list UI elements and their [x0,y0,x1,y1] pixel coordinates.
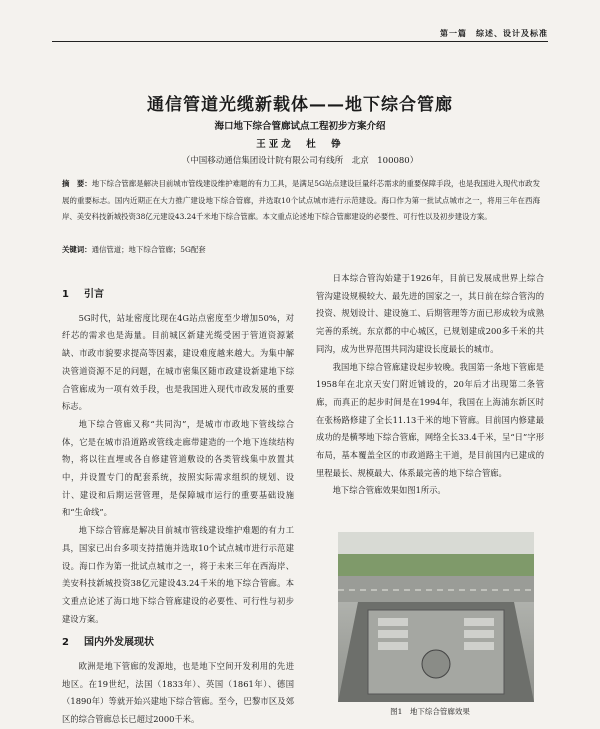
abstract-label: 摘 要： [62,179,92,188]
paper-title: 通信管道光缆新载体——地下综合管廊 [147,95,453,115]
paper-subtitle: 海口地下综合管廊试点工程初步方案介绍 [214,121,386,132]
section-title: 引言 [84,289,104,300]
paragraph: 欧洲是地下管廊的发源地，也是地下空间开发利用的先进地区。在19世纪，法国（1833年）、英国（1861年）、德国（1890年）等就开始兴建地下综合管廊。至今，巴黎市区及郊区的综合管廊总长已超过2000千米。 [62,661,294,725]
section-title: 国内外发展现状 [84,637,154,649]
paragraph: 日本综合管沟始建于1926年，目前已发展成世界上综合管沟建设规模较大、最先进的国家之一，其日前在综合管沟的投资、规划设计、建设施工、后期管理等方面已形成较为成熟完善的系统。东京都的中心城区，已规划建成200多千米的共同沟，成为世界范围共同沟建设长度最长的城市。 [316,273,544,354]
pipe [378,618,408,626]
paragraph: 地下综合管廊效果如图1所示。 [332,485,446,496]
paragraph: 我国地下综合管廊建设起步较晚。我国第一条地下管廊是1958年在北京天安门附近铺设的，20年后才出现第二条管廊，而真正的起步时间是在1994年，我国在上海浦东新区时在张杨路修建了全长11.13千米的地下管廊。目前国内修建最成功的是横琴地下综合管廊，网络全长33.4千米，呈“日”字形布局，基本覆盖全区的市政道路主干道，是目前国内已建成的里程最长、规模最大、体系最完善的地下综合管廊。 [316,361,544,478]
road-surface [338,576,534,602]
abstract [62,176,540,226]
abstract-text: 地下综合管廊是解决目前城市管线建设维护难题的有力工具，是满足5G站点建设巨量纤芯需求的重要保障手段，也是我国进入现代市政发展的重要标志。国内近期正在大力推广建设地下综合管廊，并选取10个试点城市进行示范建设。海口作为第一批试点城市之一，将用三年在西海岸、美安科技新城投资38亿元建设43.24千米地下综合管廊。本文重点论述地下综合管廊建设的必要性、可行性以及初步建设方案。 [62,179,540,221]
figure-caption: 图1 地下综合管廊效果 [390,707,470,716]
pipe [464,618,494,626]
pipe [378,642,408,650]
trees [338,554,534,576]
running-head: 第一篇 综述、设计及标准 [440,29,548,38]
main-conduit [422,650,450,678]
tunnel-illustration [338,532,534,702]
figure-utility-tunnel-render [338,532,534,702]
keywords [62,243,540,257]
section-number: 2 [62,637,69,649]
pipe [464,630,494,638]
keywords-label: 关键词： [62,245,92,254]
paragraph: 地下综合管廊又称“共同沟”，是城市市政地下管线综合体，它是在城市沿道路或管线走廊带建造的一个地下连续结构物，将以往直埋或各自修建管道敷设的各类管线集中放置其中，并设置专门的配套系统，按照实际需求组织的规划、设计、建设和后期运营管理，是保障城市运行的重要基础设施和“生命线”。 [62,418,294,518]
section-number: 1 [62,289,69,300]
header-rule [52,41,548,42]
paragraph: 地下综合管廊是解决目前城市管线建设维护难题的有力工具，国家已出台多项支持措施并选取10个试点城市进行示范建设。海口作为第一批试点城市之一，将于未来三年在西海岸、美安科技新城投资38亿元建设43.24千米的地下综合管廊。本文重点论述了海口地下综合管廊建设的必要性、可行性与初步建设方案。 [62,525,294,624]
paper-affiliation: （中国移动通信集团设计院有限公司有线所 北京 100080） [181,156,419,166]
right-column [316,270,544,500]
paper-authors: 王亚龙 杜 铮 [256,139,344,150]
paragraph: 5G时代，站址密度比现在4G站点密度至少增加50%，对纤芯的需求也是海量。目前城区新建光缆受困于管道资源紧缺、市政市貌要求提高等因素，建设难度越来越大。为集中解决管道资源不足的问题，在城市密集区随市政建设新建地下综合管廊成为一项有效手段，也是我国进入现代市政发展的重要标志。 [62,312,294,412]
section-heading-2 [62,634,294,652]
keywords-text: 通信管道；地下综合管廊；5G配套 [91,245,206,254]
left-column [62,282,294,729]
pipe [378,630,408,638]
section-heading-1 [62,286,294,304]
pipe [464,642,494,650]
